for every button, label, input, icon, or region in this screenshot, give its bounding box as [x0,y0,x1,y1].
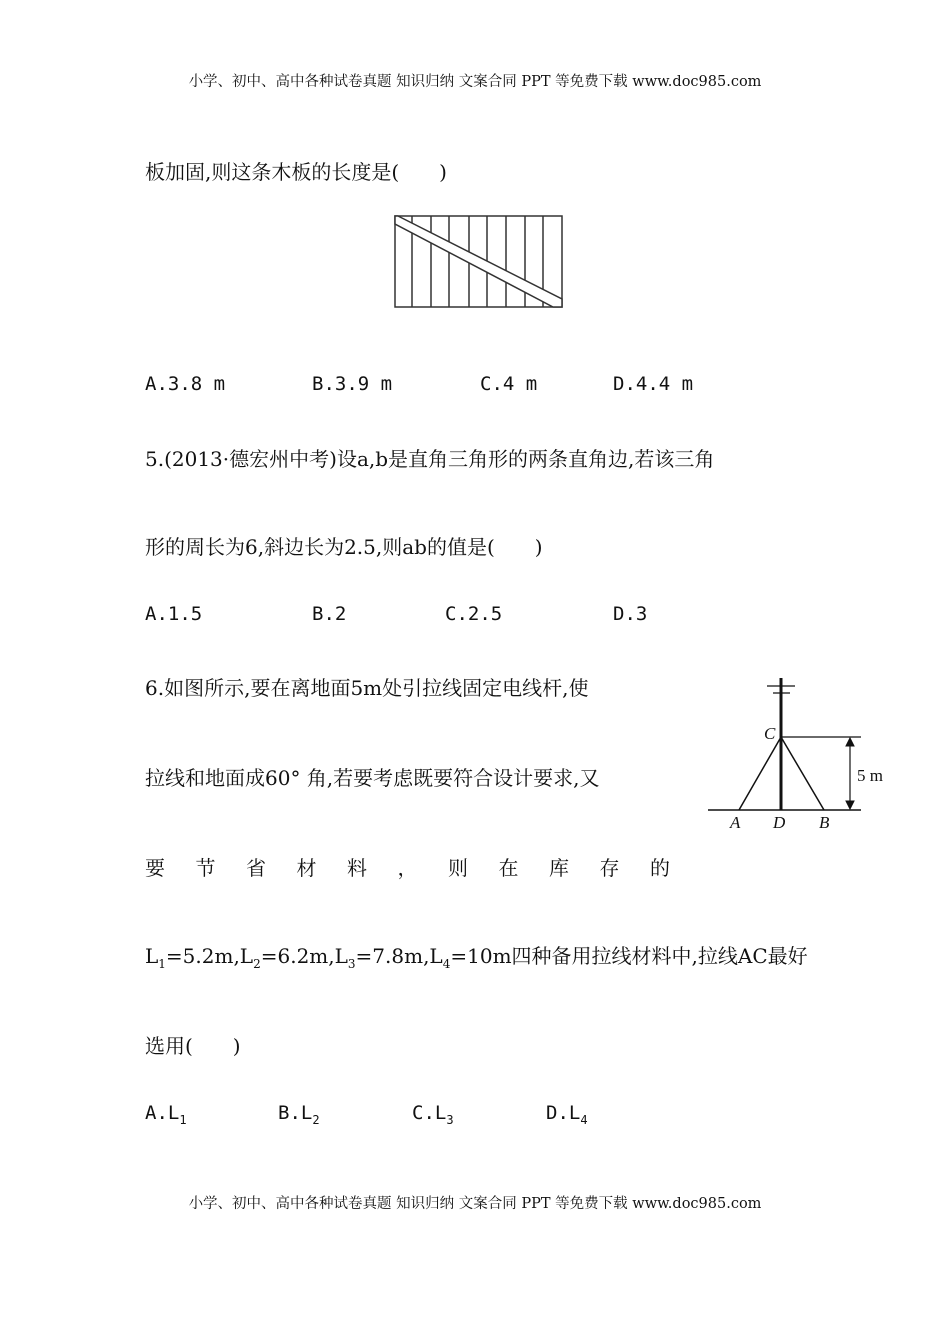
q6-option-d: $D.L_4$ [546,1102,588,1127]
page-header: 小学、初中、高中各种试卷真题 知识归纳 文案合同 PPT 等免费下载 www.doc985.com [188,74,762,90]
q4-option-d: D.4.4 m [613,373,694,395]
q6-line2: 拉线和地面成60° 角,若要考虑既要符合设计要求,又 [145,766,600,790]
q5-line1: 5.(2013·德宏州中考)设a,b是直角三角形的两条直角边,若该三角 [145,447,715,471]
label-a: A [730,813,741,832]
q6-option-c: $C.L_3$ [412,1102,454,1127]
q6-line4: $L_1=5.2m,L_2=6.2m,L_3=7.8m,L_4=10m$四种备用拉线材料中,拉线AC最好 [145,944,808,971]
q4-tail: 板加固,则这条木板的长度是( ) [145,160,447,184]
label-height: 5 m [857,766,883,785]
q5-option-b: B.2 [312,603,347,625]
q5-line2: 形的周长为6,斜边长为2.5,则ab的值是( ) [145,535,543,559]
q6-option-b: $B.L_2$ [278,1102,320,1127]
q6-line3: 要 节 省 材 料 ， 则 在 库 存 的 [145,856,670,880]
pole-figure [708,678,861,810]
q6-line5: 选用( ) [145,1034,241,1058]
q4-option-b: B.3.9 m [312,373,393,395]
label-d: D [773,813,786,832]
q4-option-a: A.3.8 m [145,373,226,395]
page-footer: 小学、初中、高中各种试卷真题 知识归纳 文案合同 PPT 等免费下载 www.doc985.com [188,1196,762,1212]
label-b: B [819,813,830,832]
q5-option-c: C.2.5 [445,603,503,625]
label-c: C [764,724,776,743]
q5-option-d: D.3 [613,603,648,625]
q5-option-a: A.1.5 [145,603,203,625]
q6-line1: 6.如图所示,要在离地面5m处引拉线固定电线杆,使 [145,676,589,700]
q4-option-c: C.4 m [480,373,538,395]
q6-option-a: $A.L_1$ [145,1102,187,1127]
